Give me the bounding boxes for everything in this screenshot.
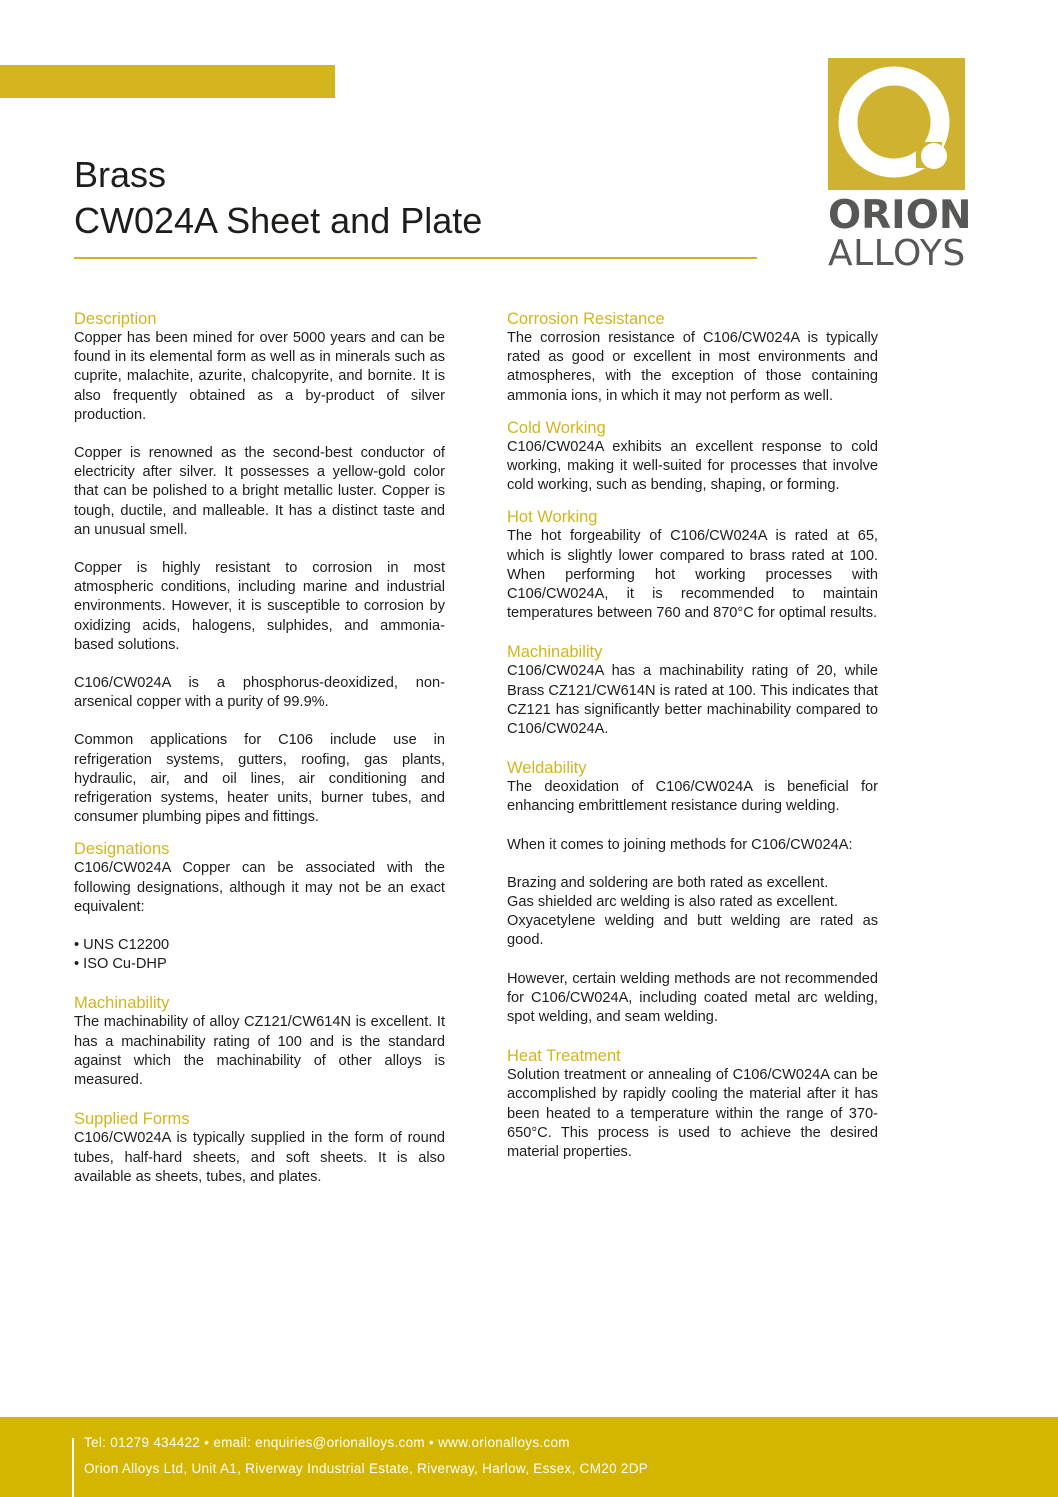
- machinability-paragraph-left: The machinability of alloy CZ121/CW614N is excellent. It has a machinability rating of 100 and is the standard against which the machinability of other alloys is measured.: [74, 1014, 445, 1089]
- top-accent-bar: [0, 65, 335, 98]
- supplied-forms-heading: Supplied Forms: [74, 1110, 190, 1129]
- weldability-paragraph-1: The deoxidation of C106/CW024A is beneficial for enhancing embrittlement resistance during welding.: [507, 779, 878, 815]
- hot-working-paragraph: The hot forgeability of C106/CW024A is rated at 65, which is slightly lower compared to brass rated at 100. When performing hot working processes with C106/CW024A, it is recommended to maintain temperatures between 760 and 870°C for optimal results.: [507, 528, 878, 622]
- cold-working-heading: Cold Working: [507, 418, 606, 437]
- corrosion-section: [507, 309, 878, 406]
- weldability-line-brazing: Brazing and soldering are both rated as excellent.: [507, 874, 829, 891]
- weldability-section: [507, 758, 878, 1027]
- weldability-line-gas-shielded: Gas shielded arc welding is also rated as excellent.: [507, 894, 838, 911]
- designations-section: [74, 839, 445, 974]
- machinability-paragraph-right: C106/CW024A has a machinability rating of 20, while Brass CZ121/CW614N is rated at 100. This indicates that CZ121 has significantly better machinability compared to C106/CW024A.: [507, 663, 878, 738]
- description-paragraph-2: Copper is renowned as the second-best conductor of electricity after silver. It possesses a yellow-gold color that can be polished to a bright metallic luster. Copper is tough, ductile, and malleable. It has a distinct taste and an unusual smell.: [74, 445, 445, 538]
- footer: [0, 1417, 1058, 1497]
- orion-q-logo-icon: [828, 58, 965, 190]
- machinability-section-right: [507, 642, 878, 739]
- machinability-heading-right: Machinability: [507, 643, 603, 662]
- designations-list: [74, 936, 445, 974]
- corrosion-paragraph: The corrosion resistance of C106/CW024A is typically rated as good or excellent in most environments and atmospheres, with the exception of those containing ammonia ions, in which it may not perform as well.: [507, 330, 878, 404]
- machinability-heading-left: Machinability: [74, 994, 170, 1013]
- cold-working-section: [507, 418, 878, 496]
- list-item: • ISO Cu-DHP: [74, 955, 445, 974]
- description-paragraph-1: Copper has been mined for over 5000 years and can be found in its elemental form as well as in minerals such as cuprite, malachite, azurite, chalcopyrite, and bornite. It is also frequently obtained as a by-product of silver production.: [74, 330, 445, 423]
- heat-treatment-section: [507, 1046, 878, 1162]
- title-divider: [74, 257, 757, 259]
- footer-divider: [72, 1438, 74, 1497]
- left-column: [74, 309, 445, 1187]
- cold-working-paragraph: C106/CW024A exhibits an excellent response to cold working, making it well-suited for processes that involve cold working, such as bending, shaping, or forming.: [507, 438, 878, 494]
- designations-heading: Designations: [74, 840, 170, 859]
- logo-word-orion: ORION: [828, 193, 972, 238]
- list-item: • UNS C12200: [74, 936, 445, 955]
- right-column: [507, 309, 878, 1162]
- heat-treatment-heading: Heat Treatment: [507, 1047, 621, 1066]
- logo-word-alloys: ALLOYS: [828, 233, 966, 274]
- weldability-heading: Weldability: [507, 759, 587, 778]
- description-section: [74, 309, 445, 827]
- title-line-1: Brass: [74, 154, 167, 195]
- weldability-paragraph-4: However, certain welding methods are not recommended for C106/CW024A, including coated metal arc welding, spot welding, and seam welding.: [507, 970, 878, 1026]
- footer-contact-line: Tel: 01279 434422 • email: enquiries@orionalloys.com • www.orionalloys.com: [84, 1435, 570, 1450]
- footer-address-line: Orion Alloys Ltd, Unit A1, Riverway Industrial Estate, Riverway, Harlow, Essex, CM20 2DP: [84, 1461, 649, 1476]
- supplied-forms-section: [74, 1109, 445, 1187]
- designations-paragraph: C106/CW024A Copper can be associated with the following designations, although it may not be an exact equivalent:: [74, 860, 445, 915]
- weldability-line-oxyacetylene: Oxyacetylene welding and butt welding are rated as good.: [507, 913, 878, 949]
- supplied-forms-paragraph: C106/CW024A is typically supplied in the form of round tubes, half-hard sheets, and soft sheets. It is also available as sheets, tubes, and plates.: [74, 1130, 445, 1185]
- description-paragraph-4: C106/CW024A is a phosphorus-deoxidized, non-arsenical copper with a purity of 99.9%.: [74, 675, 445, 711]
- weldability-paragraph-2: When it comes to joining methods for C106/CW024A:: [507, 836, 853, 853]
- hot-working-section: [507, 507, 878, 623]
- corrosion-heading: Corrosion Resistance: [507, 310, 665, 328]
- description-heading: Description: [74, 310, 157, 328]
- description-paragraph-3: Copper is highly resistant to corrosion in most atmospheric conditions, including marine and industrial environments. However, it is susceptible to corrosion by oxidizing acids, halogens, sulphides, and ammonia-based solutions.: [74, 560, 445, 653]
- machinability-section-left: [74, 993, 445, 1090]
- hot-working-heading: Hot Working: [507, 508, 598, 527]
- description-paragraph-5: Common applications for C106 include use in refrigeration systems, gutters, roofing, gas plants, hydraulic, air, and oil lines, air conditioning and refrigeration systems, heater units, burner tubes, and consumer plumbing pipes and fittings.: [74, 732, 445, 826]
- orion-alloys-logo: [828, 58, 972, 274]
- heat-treatment-paragraph: Solution treatment or annealing of C106/CW024A can be accomplished by rapidly cooling the material after it has been heated to a temperature within the range of 370-650°C. This process is used to achieve the desired material properties.: [507, 1067, 878, 1161]
- title-line-2: CW024A Sheet and Plate: [74, 200, 483, 241]
- page-title: [74, 152, 482, 244]
